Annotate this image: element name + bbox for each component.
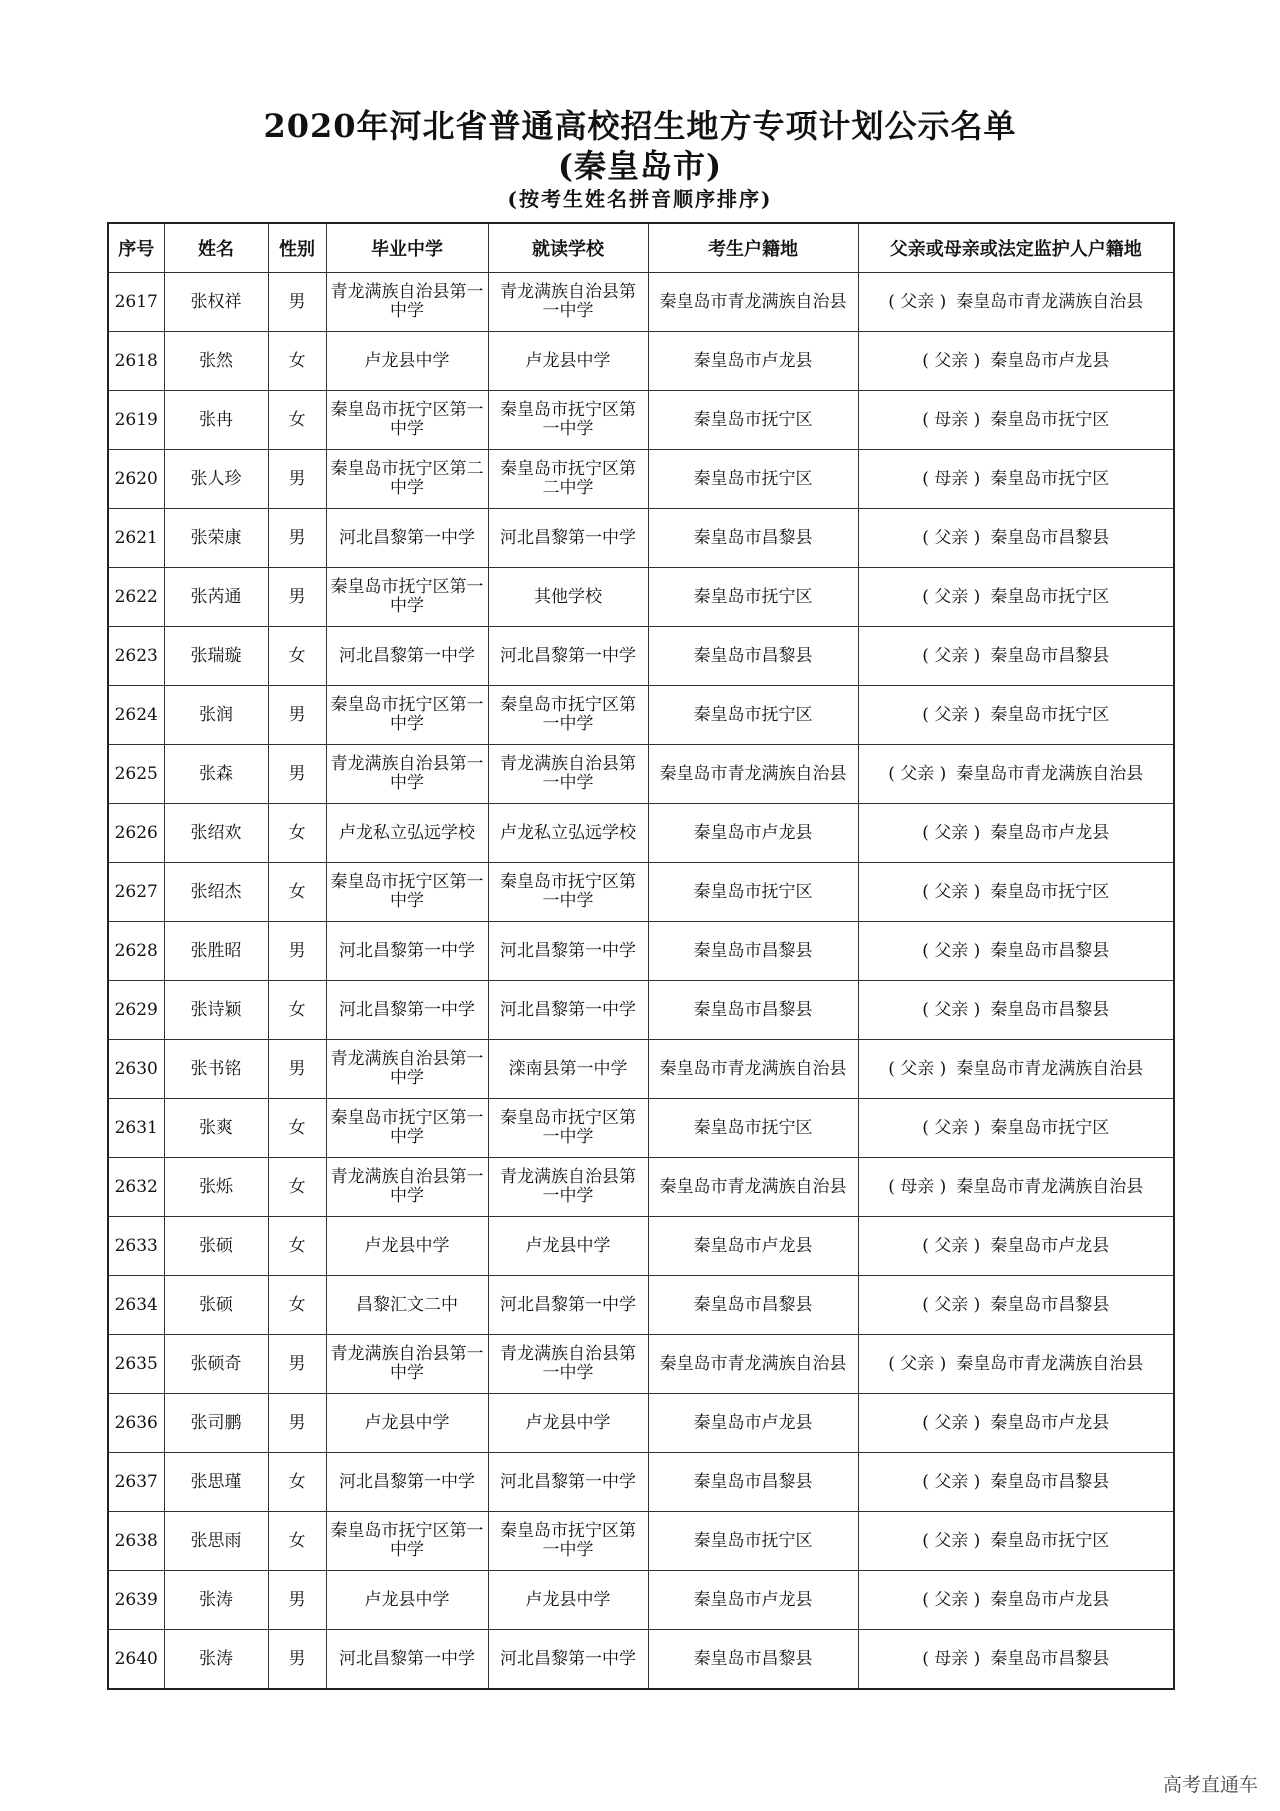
guardian-residence: 秦皇岛市抚宁区 xyxy=(990,1530,1110,1551)
cell-grad-school: 青龙满族自治县第一中学 xyxy=(326,273,488,332)
cell-study-school: 卢龙私立弘远学校 xyxy=(488,804,648,863)
cell-guardian xyxy=(858,1512,1174,1571)
cell-residence: 秦皇岛市卢龙县 xyxy=(648,1571,858,1630)
table-row xyxy=(108,391,1174,450)
guardian-residence: 秦皇岛市青龙满族自治县 xyxy=(956,1176,1144,1197)
cell-grad-school: 秦皇岛市抚宁区第一中学 xyxy=(326,1512,488,1571)
cell-gender: 女 xyxy=(268,1158,326,1217)
cell-guardian xyxy=(858,804,1174,863)
cell-residence: 秦皇岛市昌黎县 xyxy=(648,1276,858,1335)
cell-gender: 女 xyxy=(268,804,326,863)
cell-seq: 2624 xyxy=(108,686,164,745)
cell-residence: 秦皇岛市昌黎县 xyxy=(648,627,858,686)
cell-guardian xyxy=(858,1099,1174,1158)
cell-grad-school: 卢龙县中学 xyxy=(326,1571,488,1630)
cell-gender: 男 xyxy=(268,1394,326,1453)
cell-study-school: 秦皇岛市抚宁区第一中学 xyxy=(488,863,648,922)
cell-study-school: 河北昌黎第一中学 xyxy=(488,1453,648,1512)
cell-study-school: 青龙满族自治县第一中学 xyxy=(488,273,648,332)
cell-residence: 秦皇岛市青龙满族自治县 xyxy=(648,273,858,332)
cell-guardian xyxy=(858,863,1174,922)
cell-guardian xyxy=(858,686,1174,745)
cell-grad-school: 河北昌黎第一中学 xyxy=(326,1453,488,1512)
cell-name: 张人珍 xyxy=(164,450,268,509)
guardian-residence: 秦皇岛市卢龙县 xyxy=(990,822,1110,843)
cell-study-school: 卢龙县中学 xyxy=(488,332,648,391)
cell-guardian xyxy=(858,1040,1174,1099)
cell-name: 张司鹏 xyxy=(164,1394,268,1453)
cell-seq: 2632 xyxy=(108,1158,164,1217)
cell-grad-school: 秦皇岛市抚宁区第一中学 xyxy=(326,1099,488,1158)
guardian-residence: 秦皇岛市抚宁区 xyxy=(990,1117,1110,1138)
cell-seq: 2621 xyxy=(108,509,164,568)
cell-study-school: 其他学校 xyxy=(488,568,648,627)
table-body xyxy=(108,273,1174,1690)
cell-name: 张荣康 xyxy=(164,509,268,568)
cell-gender: 男 xyxy=(268,568,326,627)
cell-gender: 女 xyxy=(268,1453,326,1512)
guardian-residence: 秦皇岛市抚宁区 xyxy=(990,704,1110,725)
table-row xyxy=(108,686,1174,745)
cell-seq: 2637 xyxy=(108,1453,164,1512)
cell-grad-school: 河北昌黎第一中学 xyxy=(326,1630,488,1690)
guardian-residence: 秦皇岛市青龙满族自治县 xyxy=(956,1058,1144,1079)
cell-gender: 男 xyxy=(268,745,326,804)
cell-gender: 女 xyxy=(268,863,326,922)
guardian-residence: 秦皇岛市抚宁区 xyxy=(990,468,1110,489)
cell-seq: 2635 xyxy=(108,1335,164,1394)
cell-study-school: 青龙满族自治县第一中学 xyxy=(488,1158,648,1217)
cell-grad-school: 卢龙县中学 xyxy=(326,332,488,391)
cell-seq: 2629 xyxy=(108,981,164,1040)
table-row xyxy=(108,804,1174,863)
cell-residence: 秦皇岛市昌黎县 xyxy=(648,1453,858,1512)
cell-gender: 男 xyxy=(268,273,326,332)
cell-study-school: 秦皇岛市抚宁区第一中学 xyxy=(488,686,648,745)
cell-grad-school: 河北昌黎第一中学 xyxy=(326,981,488,1040)
cell-grad-school: 河北昌黎第一中学 xyxy=(326,627,488,686)
cell-guardian xyxy=(858,391,1174,450)
cell-guardian xyxy=(858,1453,1174,1512)
guardian-relation: ( 父亲 ) xyxy=(922,940,981,961)
cell-guardian xyxy=(858,627,1174,686)
table-row xyxy=(108,1453,1174,1512)
cell-seq: 2619 xyxy=(108,391,164,450)
cell-name: 张思雨 xyxy=(164,1512,268,1571)
cell-gender: 女 xyxy=(268,981,326,1040)
cell-study-school: 秦皇岛市抚宁区第一中学 xyxy=(488,391,648,450)
cell-seq: 2623 xyxy=(108,627,164,686)
cell-gender: 男 xyxy=(268,1335,326,1394)
column-header-study-school: 就读学校 xyxy=(488,223,648,273)
guardian-residence: 秦皇岛市抚宁区 xyxy=(990,881,1110,902)
cell-guardian xyxy=(858,1394,1174,1453)
cell-guardian xyxy=(858,1335,1174,1394)
cell-residence: 秦皇岛市卢龙县 xyxy=(648,1217,858,1276)
column-header-gender: 性别 xyxy=(268,223,326,273)
guardian-residence: 秦皇岛市抚宁区 xyxy=(990,409,1110,430)
guardian-relation: ( 父亲 ) xyxy=(922,881,981,902)
cell-gender: 女 xyxy=(268,1099,326,1158)
cell-name: 张胜昭 xyxy=(164,922,268,981)
cell-residence: 秦皇岛市卢龙县 xyxy=(648,332,858,391)
cell-seq: 2640 xyxy=(108,1630,164,1690)
cell-residence: 秦皇岛市卢龙县 xyxy=(648,1394,858,1453)
document-sort-note: (按考生姓名拼音顺序排序) xyxy=(507,187,773,211)
table-row xyxy=(108,1335,1174,1394)
cell-name: 张绍欢 xyxy=(164,804,268,863)
cell-name: 张润 xyxy=(164,686,268,745)
cell-study-school: 秦皇岛市抚宁区第一中学 xyxy=(488,1099,648,1158)
cell-name: 张书铭 xyxy=(164,1040,268,1099)
cell-study-school: 河北昌黎第一中学 xyxy=(488,1630,648,1690)
cell-gender: 女 xyxy=(268,1276,326,1335)
guardian-relation: ( 父亲 ) xyxy=(922,1412,981,1433)
cell-guardian xyxy=(858,1158,1174,1217)
cell-study-school: 河北昌黎第一中学 xyxy=(488,627,648,686)
cell-seq: 2618 xyxy=(108,332,164,391)
document-title: 2020年河北省普通高校招生地方专项计划公示名单 xyxy=(263,107,1017,145)
guardian-residence: 秦皇岛市昌黎县 xyxy=(990,999,1110,1020)
cell-seq: 2622 xyxy=(108,568,164,627)
guardian-residence: 秦皇岛市青龙满族自治县 xyxy=(956,291,1144,312)
guardian-residence: 秦皇岛市卢龙县 xyxy=(990,1235,1110,1256)
table-row xyxy=(108,863,1174,922)
cell-study-school: 河北昌黎第一中学 xyxy=(488,1276,648,1335)
cell-grad-school: 青龙满族自治县第一中学 xyxy=(326,1040,488,1099)
guardian-residence: 秦皇岛市卢龙县 xyxy=(990,1412,1110,1433)
cell-residence: 秦皇岛市昌黎县 xyxy=(648,1630,858,1690)
cell-residence: 秦皇岛市抚宁区 xyxy=(648,450,858,509)
guardian-relation: ( 父亲 ) xyxy=(888,1353,947,1374)
cell-study-school: 河北昌黎第一中学 xyxy=(488,981,648,1040)
cell-gender: 男 xyxy=(268,922,326,981)
roster-table xyxy=(107,222,1175,1690)
guardian-relation: ( 父亲 ) xyxy=(922,350,981,371)
guardian-relation: ( 母亲 ) xyxy=(922,1648,981,1669)
cell-guardian xyxy=(858,1571,1174,1630)
cell-name: 张权祥 xyxy=(164,273,268,332)
column-header-name: 姓名 xyxy=(164,223,268,273)
guardian-residence: 秦皇岛市卢龙县 xyxy=(990,1589,1110,1610)
guardian-residence: 秦皇岛市昌黎县 xyxy=(990,645,1110,666)
guardian-relation: ( 父亲 ) xyxy=(922,1235,981,1256)
cell-study-school: 青龙满族自治县第一中学 xyxy=(488,745,648,804)
guardian-residence: 秦皇岛市昌黎县 xyxy=(990,527,1110,548)
table-row xyxy=(108,509,1174,568)
cell-residence: 秦皇岛市卢龙县 xyxy=(648,804,858,863)
table-row xyxy=(108,1394,1174,1453)
cell-seq: 2630 xyxy=(108,1040,164,1099)
column-header-residence: 考生户籍地 xyxy=(648,223,858,273)
cell-study-school: 青龙满族自治县第一中学 xyxy=(488,1335,648,1394)
cell-guardian xyxy=(858,332,1174,391)
cell-grad-school: 昌黎汇文二中 xyxy=(326,1276,488,1335)
cell-grad-school: 秦皇岛市抚宁区第一中学 xyxy=(326,863,488,922)
table-row xyxy=(108,922,1174,981)
table-row xyxy=(108,745,1174,804)
cell-name: 张硕 xyxy=(164,1217,268,1276)
cell-name: 张烁 xyxy=(164,1158,268,1217)
cell-seq: 2626 xyxy=(108,804,164,863)
guardian-relation: ( 父亲 ) xyxy=(922,1530,981,1551)
table-row xyxy=(108,1217,1174,1276)
cell-seq: 2633 xyxy=(108,1217,164,1276)
cell-name: 张诗颖 xyxy=(164,981,268,1040)
cell-grad-school: 秦皇岛市抚宁区第一中学 xyxy=(326,686,488,745)
cell-study-school: 滦南县第一中学 xyxy=(488,1040,648,1099)
cell-seq: 2620 xyxy=(108,450,164,509)
cell-guardian xyxy=(858,745,1174,804)
cell-guardian xyxy=(858,922,1174,981)
cell-residence: 秦皇岛市昌黎县 xyxy=(648,509,858,568)
cell-grad-school: 青龙满族自治县第一中学 xyxy=(326,1335,488,1394)
cell-seq: 2625 xyxy=(108,745,164,804)
cell-gender: 女 xyxy=(268,391,326,450)
cell-gender: 女 xyxy=(268,1217,326,1276)
cell-name: 张爽 xyxy=(164,1099,268,1158)
cell-name: 张硕 xyxy=(164,1276,268,1335)
guardian-relation: ( 父亲 ) xyxy=(922,645,981,666)
cell-name: 张冉 xyxy=(164,391,268,450)
cell-seq: 2634 xyxy=(108,1276,164,1335)
cell-residence: 秦皇岛市昌黎县 xyxy=(648,922,858,981)
table-row xyxy=(108,1158,1174,1217)
document-subtitle-city: (秦皇岛市) xyxy=(557,147,723,185)
cell-residence: 秦皇岛市青龙满族自治县 xyxy=(648,745,858,804)
cell-grad-school: 卢龙县中学 xyxy=(326,1394,488,1453)
cell-guardian xyxy=(858,1630,1174,1690)
cell-grad-school: 河北昌黎第一中学 xyxy=(326,922,488,981)
cell-residence: 秦皇岛市抚宁区 xyxy=(648,568,858,627)
cell-name: 张思瑾 xyxy=(164,1453,268,1512)
column-header-seq: 序号 xyxy=(108,223,164,273)
table-row xyxy=(108,1040,1174,1099)
cell-residence: 秦皇岛市抚宁区 xyxy=(648,1099,858,1158)
cell-seq: 2639 xyxy=(108,1571,164,1630)
cell-residence: 秦皇岛市抚宁区 xyxy=(648,391,858,450)
cell-grad-school: 青龙满族自治县第一中学 xyxy=(326,1158,488,1217)
guardian-relation: ( 父亲 ) xyxy=(922,999,981,1020)
guardian-relation: ( 父亲 ) xyxy=(922,822,981,843)
cell-grad-school: 秦皇岛市抚宁区第一中学 xyxy=(326,568,488,627)
cell-name: 张绍杰 xyxy=(164,863,268,922)
guardian-relation: ( 母亲 ) xyxy=(922,468,981,489)
guardian-relation: ( 父亲 ) xyxy=(922,704,981,725)
cell-seq: 2631 xyxy=(108,1099,164,1158)
guardian-relation: ( 母亲 ) xyxy=(888,1176,947,1197)
column-header-guardian-residence: 父亲或母亲或法定监护人户籍地 xyxy=(858,223,1174,273)
table-header-row xyxy=(108,223,1174,273)
cell-guardian xyxy=(858,273,1174,332)
table-row xyxy=(108,1276,1174,1335)
cell-seq: 2638 xyxy=(108,1512,164,1571)
table-row xyxy=(108,568,1174,627)
cell-residence: 秦皇岛市抚宁区 xyxy=(648,1512,858,1571)
cell-name: 张森 xyxy=(164,745,268,804)
cell-guardian xyxy=(858,568,1174,627)
cell-residence: 秦皇岛市青龙满族自治县 xyxy=(648,1040,858,1099)
cell-gender: 男 xyxy=(268,1040,326,1099)
cell-guardian xyxy=(858,1276,1174,1335)
column-header-grad-school: 毕业中学 xyxy=(326,223,488,273)
cell-guardian xyxy=(858,981,1174,1040)
guardian-relation: ( 父亲 ) xyxy=(888,1058,947,1079)
cell-gender: 女 xyxy=(268,1512,326,1571)
cell-study-school: 河北昌黎第一中学 xyxy=(488,922,648,981)
guardian-residence: 秦皇岛市昌黎县 xyxy=(990,1648,1110,1669)
cell-name: 张涛 xyxy=(164,1630,268,1690)
guardian-residence: 秦皇岛市抚宁区 xyxy=(990,586,1110,607)
cell-study-school: 河北昌黎第一中学 xyxy=(488,509,648,568)
cell-seq: 2628 xyxy=(108,922,164,981)
cell-study-school: 卢龙县中学 xyxy=(488,1217,648,1276)
cell-study-school: 秦皇岛市抚宁区第一中学 xyxy=(488,1512,648,1571)
cell-residence: 秦皇岛市青龙满族自治县 xyxy=(648,1158,858,1217)
cell-gender: 女 xyxy=(268,332,326,391)
cell-residence: 秦皇岛市抚宁区 xyxy=(648,686,858,745)
guardian-relation: ( 父亲 ) xyxy=(888,291,947,312)
cell-name: 张芮通 xyxy=(164,568,268,627)
guardian-residence: 秦皇岛市卢龙县 xyxy=(990,350,1110,371)
cell-residence: 秦皇岛市抚宁区 xyxy=(648,863,858,922)
table-row xyxy=(108,273,1174,332)
guardian-relation: ( 父亲 ) xyxy=(922,1117,981,1138)
cell-seq: 2617 xyxy=(108,273,164,332)
guardian-residence: 秦皇岛市昌黎县 xyxy=(990,1294,1110,1315)
guardian-residence: 秦皇岛市昌黎县 xyxy=(990,1471,1110,1492)
cell-grad-school: 秦皇岛市抚宁区第二中学 xyxy=(326,450,488,509)
watermark: 高考直通车 xyxy=(1162,1774,1258,1796)
guardian-relation: ( 父亲 ) xyxy=(922,1294,981,1315)
cell-gender: 男 xyxy=(268,686,326,745)
guardian-residence: 秦皇岛市青龙满族自治县 xyxy=(956,1353,1144,1374)
cell-grad-school: 青龙满族自治县第一中学 xyxy=(326,745,488,804)
cell-guardian xyxy=(858,509,1174,568)
cell-gender: 男 xyxy=(268,450,326,509)
cell-seq: 2627 xyxy=(108,863,164,922)
guardian-relation: ( 父亲 ) xyxy=(888,763,947,784)
cell-guardian xyxy=(858,1217,1174,1276)
cell-gender: 女 xyxy=(268,627,326,686)
cell-grad-school: 秦皇岛市抚宁区第一中学 xyxy=(326,391,488,450)
cell-name: 张硕奇 xyxy=(164,1335,268,1394)
table-row xyxy=(108,1099,1174,1158)
cell-name: 张瑞璇 xyxy=(164,627,268,686)
cell-study-school: 秦皇岛市抚宁区第二中学 xyxy=(488,450,648,509)
table-row xyxy=(108,627,1174,686)
guardian-relation: ( 母亲 ) xyxy=(922,409,981,430)
guardian-relation: ( 父亲 ) xyxy=(922,1471,981,1492)
table-row xyxy=(108,332,1174,391)
guardian-relation: ( 父亲 ) xyxy=(922,527,981,548)
table-row xyxy=(108,1571,1174,1630)
cell-seq: 2636 xyxy=(108,1394,164,1453)
cell-gender: 男 xyxy=(268,509,326,568)
table-row xyxy=(108,981,1174,1040)
cell-name: 张涛 xyxy=(164,1571,268,1630)
table-row xyxy=(108,450,1174,509)
cell-guardian xyxy=(858,450,1174,509)
cell-residence: 秦皇岛市昌黎县 xyxy=(648,981,858,1040)
cell-study-school: 卢龙县中学 xyxy=(488,1571,648,1630)
guardian-relation: ( 父亲 ) xyxy=(922,1589,981,1610)
table-row xyxy=(108,1512,1174,1571)
cell-residence: 秦皇岛市青龙满族自治县 xyxy=(648,1335,858,1394)
guardian-residence: 秦皇岛市昌黎县 xyxy=(990,940,1110,961)
guardian-residence: 秦皇岛市青龙满族自治县 xyxy=(956,763,1144,784)
cell-grad-school: 河北昌黎第一中学 xyxy=(326,509,488,568)
cell-name: 张然 xyxy=(164,332,268,391)
cell-grad-school: 卢龙私立弘远学校 xyxy=(326,804,488,863)
cell-gender: 男 xyxy=(268,1571,326,1630)
cell-study-school: 卢龙县中学 xyxy=(488,1394,648,1453)
cell-grad-school: 卢龙县中学 xyxy=(326,1217,488,1276)
guardian-relation: ( 父亲 ) xyxy=(922,586,981,607)
cell-gender: 男 xyxy=(268,1630,326,1690)
table-row xyxy=(108,1630,1174,1690)
